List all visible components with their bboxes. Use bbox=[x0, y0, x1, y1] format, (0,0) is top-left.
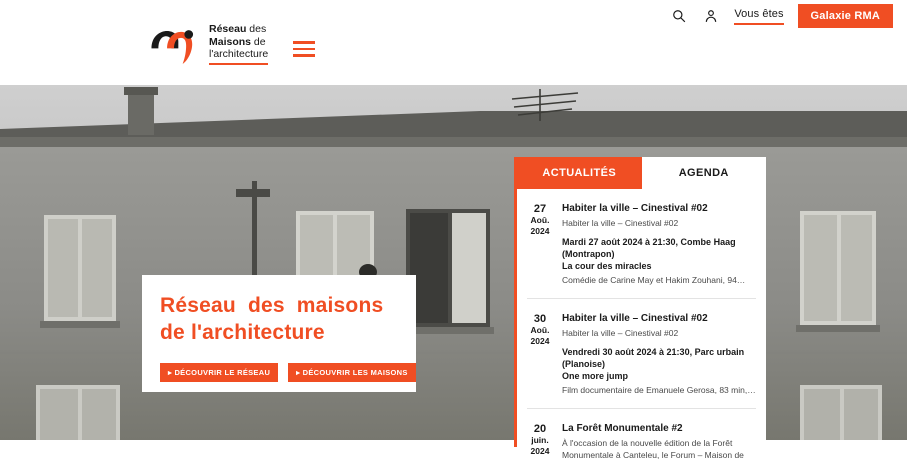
event-name: La cour des miracles bbox=[562, 261, 652, 271]
hero-building-photo bbox=[0, 85, 907, 440]
hero-title-line2: de l'architecture bbox=[160, 321, 325, 344]
tab-actualites[interactable]: ACTUALITÉS bbox=[517, 157, 642, 189]
page-title bbox=[160, 292, 398, 346]
galaxie-rma-button[interactable]: Galaxie RMA bbox=[798, 4, 893, 28]
event-title: La Forêt Monumentale #2 bbox=[562, 423, 683, 434]
event-when: Vendredi 30 août 2024 à 21:30, Parc urbain (Planoise) bbox=[562, 347, 745, 369]
event-title: Habiter la ville – Cinestival #02 bbox=[562, 203, 708, 214]
event-body bbox=[562, 422, 756, 461]
decouvrir-les-maisons-button[interactable]: ▸ DÉCOUVRIR LES MAISONS bbox=[288, 363, 416, 382]
event-year: 2024 bbox=[530, 226, 550, 236]
event-day: 20 bbox=[533, 423, 547, 435]
hero-title-card bbox=[142, 275, 416, 392]
list-item[interactable] bbox=[527, 189, 756, 299]
event-subtitle: Habiter la ville – Cinestival #02 bbox=[562, 328, 679, 338]
event-subtitle: Habiter la ville – Cinestival #02 bbox=[562, 218, 679, 228]
logo-line1-strong: Réseau bbox=[209, 23, 247, 36]
event-month: Aoû. bbox=[530, 325, 550, 335]
event-when: Mardi 27 août 2024 à 21:30, Combe Haag (Montrapon) bbox=[562, 237, 736, 259]
list-item[interactable] bbox=[527, 409, 756, 473]
event-day: 30 bbox=[533, 313, 547, 325]
hero-cta-row bbox=[160, 363, 408, 382]
hamburger-menu-icon[interactable] bbox=[293, 41, 315, 57]
event-description: Comédie de Carine May et Hakim Zouhani, 94… bbox=[562, 275, 746, 285]
event-year: 2024 bbox=[530, 336, 550, 346]
event-description: À l'occasion de la nouvelle édition de la Forêt Monumentale à Canteleu, le Forum – Maison de bbox=[562, 438, 744, 460]
logo-line3: l'architecture bbox=[209, 48, 269, 61]
vous-etes-link[interactable]: Vous êtes bbox=[734, 8, 783, 25]
logo-wordmark bbox=[209, 23, 268, 65]
hero-title-line1: Réseau des maisons bbox=[160, 294, 384, 317]
site-logo[interactable] bbox=[148, 22, 268, 66]
event-date bbox=[527, 202, 553, 286]
logo-line1-light: des bbox=[246, 23, 267, 36]
event-name: One more jump bbox=[562, 371, 629, 381]
search-icon[interactable] bbox=[670, 7, 688, 25]
hero-section bbox=[0, 85, 907, 460]
event-month: Aoû. bbox=[530, 215, 550, 225]
user-icon[interactable] bbox=[702, 7, 720, 25]
event-date bbox=[527, 422, 553, 461]
rma-logo-icon bbox=[148, 22, 200, 66]
event-date bbox=[527, 312, 553, 396]
decouvrir-le-reseau-button[interactable]: ▸ DÉCOUVRIR LE RÉSEAU bbox=[160, 363, 278, 382]
logo-line2-light: de bbox=[251, 35, 266, 48]
site-header bbox=[0, 0, 907, 85]
tab-agenda[interactable]: AGENDA bbox=[642, 157, 767, 189]
list-item[interactable] bbox=[527, 299, 756, 409]
news-agenda-panel bbox=[514, 157, 766, 460]
event-year: 2024 bbox=[530, 446, 550, 456]
logo-line2-strong: Maisons bbox=[209, 35, 252, 48]
event-month: juin. bbox=[531, 435, 549, 445]
event-day: 27 bbox=[533, 203, 547, 215]
event-body bbox=[562, 312, 756, 396]
event-description: Film documentaire de Emanuele Gerosa, 83 min,… bbox=[562, 385, 756, 395]
event-list bbox=[517, 189, 766, 473]
event-title: Habiter la ville – Cinestival #02 bbox=[562, 313, 708, 324]
event-body bbox=[562, 202, 756, 286]
panel-tab-bar bbox=[517, 157, 766, 189]
header-utility-bar bbox=[670, 4, 893, 28]
